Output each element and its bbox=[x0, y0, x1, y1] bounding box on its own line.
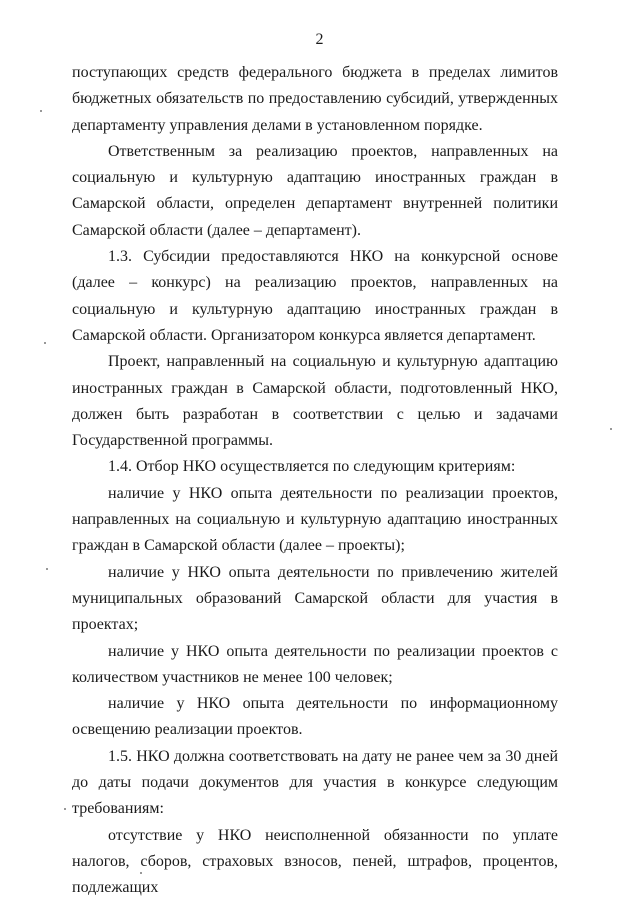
scan-speck bbox=[46, 568, 48, 570]
paragraph-budget-limits: поступающих средств федерального бюджета в пределах лимитов бюджетных обязательств по предоставлению субсидий, утвержденных департаменту управления делами в установленном порядке. bbox=[72, 64, 558, 134]
criterion-participant-count: наличие у НКО опыта деятельности по реализации проектов с количеством участников не менее 100 человек; bbox=[72, 642, 558, 686]
scan-speck bbox=[44, 342, 46, 344]
paragraph-1-3-subsidies: 1.3. Субсидии предоставляются НКО на конкурсной основе (далее – конкурс) на реализацию проектов, направленных на социальную и культурную адаптацию иностранных граждан в Самарской области. Организатором конкурса является департамент. bbox=[72, 248, 558, 344]
scan-speck bbox=[40, 110, 42, 112]
paragraph-1-4-criteria: 1.4. Отбор НКО осуществляется по следующим критериям: bbox=[108, 458, 516, 476]
page-number: 2 bbox=[315, 31, 324, 48]
criterion-project-experience: наличие у НКО опыта деятельности по реализации проектов, направленных на социальную и культурную адаптацию иностранных граждан в Самарской области (далее – проекты); bbox=[72, 484, 558, 555]
requirement-no-tax-debt: отсутствие у НКО неисполненной обязанности по уплате налогов, сборов, страховых взносов, пеней, штрафов, процентов, подлежащих bbox=[72, 826, 558, 897]
scan-speck bbox=[610, 428, 612, 430]
document-body bbox=[72, 60, 558, 902]
paragraph-project-requirements: Проект, направленный на социальную и культурную адаптацию иностранных граждан в Самарской области, подготовленный НКО, должен быть разработан в соответствии с целью и задачами Государственной программы. bbox=[72, 353, 558, 450]
paragraph-1-5-requirements: 1.5. НКО должна соответствовать на дату не ранее чем за 30 дней до даты подачи документов для участия в конкурсе следующим требованиям: bbox=[72, 747, 558, 818]
paragraph-responsible-department: Ответственным за реализацию проектов, направленных на социальную и культурную адаптацию иностранных граждан в Самарской области, определен департамент внутренней политики Самарской области (далее – департамент). bbox=[72, 142, 558, 239]
scan-speck bbox=[64, 808, 66, 810]
criterion-media-coverage: наличие у НКО опыта деятельности по информационному освещению реализации проектов. bbox=[72, 695, 558, 739]
criterion-resident-engagement: наличие у НКО опыта деятельности по привлечению жителей муниципальных образований Самарской области для участия в проектах; bbox=[72, 563, 558, 634]
scan-speck bbox=[140, 872, 142, 874]
